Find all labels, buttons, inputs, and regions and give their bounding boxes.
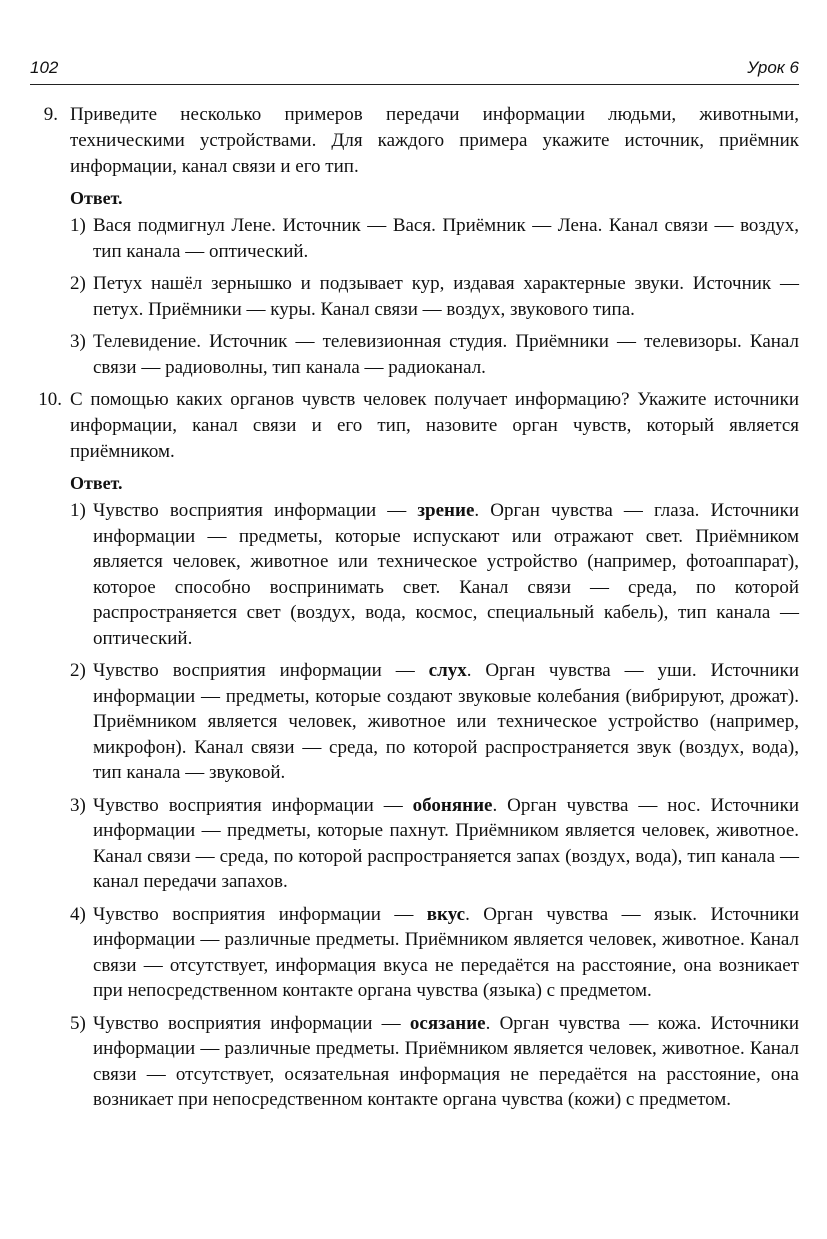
answer-item xyxy=(70,1011,799,1113)
item-keyword: слух xyxy=(428,660,467,681)
item-number: 4) xyxy=(70,903,86,925)
question-number: 10. xyxy=(38,389,62,410)
item-prefix: Чувство восприятия информации — xyxy=(93,500,418,521)
item-text: . Орган чувства — кожа. Источники информации — различные предметы. Приёмником является человек, животное. Канал связи — отсутствует, осязательная информация не передаётся на расстояние, она возникает при непосредственном контакте органа чувства (кожи) с предметом. xyxy=(93,1012,799,1110)
item-number: 1) xyxy=(70,215,86,236)
item-keyword: вкус xyxy=(426,903,466,925)
answer-label: Ответ. xyxy=(70,473,123,493)
item-text: Телевидение. Источник — телевизионная студия. Приёмники — телевизоры. Канал связи — радиоволны, тип канала — радиоканал. xyxy=(93,331,799,378)
answer-label: Ответ. xyxy=(70,188,123,208)
item-number: 3) xyxy=(70,794,86,816)
question-text xyxy=(30,387,799,465)
answer-item xyxy=(70,902,799,1004)
item-prefix: Чувство восприятия информации — xyxy=(93,660,429,681)
question-body: Приведите несколько примеров передачи информации людьми, животными, техническими устройствами. Для каждого примера укажите источник, приёмник информации, канал связи и его тип. xyxy=(70,104,799,177)
answer-item xyxy=(70,213,799,264)
item-text: . Орган чувства — язык. Источники информации — различные предметы. Приёмником является человек, животное. Канал связи — отсутствует, информация вкуса не передаётся на расстояние, она возникает при непосредственном контакте органа чувства (языка) с предметом. xyxy=(93,903,799,1001)
item-number: 1) xyxy=(70,500,86,521)
question-10 xyxy=(30,387,799,1113)
item-prefix: Чувство восприятия информации — xyxy=(93,1012,410,1034)
page-number: 102 xyxy=(30,58,59,77)
item-number: 2) xyxy=(70,660,86,681)
item-text: Вася подмигнул Лене. Источник — Вася. Приёмник — Лена. Канал связи — воздух, тип канала — оптический. xyxy=(93,215,799,262)
item-keyword: обоняние xyxy=(412,794,493,816)
item-keyword: зрение xyxy=(417,500,475,521)
item-prefix: Чувство восприятия информации — xyxy=(93,794,413,816)
item-number: 5) xyxy=(70,1012,86,1034)
item-keyword: осязание xyxy=(409,1012,486,1034)
answer-item xyxy=(70,793,799,895)
question-text xyxy=(30,102,799,180)
question-number: 9. xyxy=(43,104,58,125)
item-text: Петух нашёл зернышко и подзывает кур, издавая характерные звуки. Источник — петух. Приёмники — куры. Канал связи — воздух, звукового типа. xyxy=(93,273,799,320)
answer-item xyxy=(70,498,799,651)
item-prefix: Чувство восприятия информации — xyxy=(93,903,427,925)
item-text: . Орган чувства — глаза. Источники информации — предметы, которые испускают или отражают свет. Приёмником является человек, животное или техническое устройство (например, фотоаппарат), которое способно воспринимать свет. Канал связи — среда, по которой распространяется свет (воздух, вода, космос, специальный кабель), тип канала — оптический. xyxy=(93,500,800,649)
item-number: 3) xyxy=(70,331,86,352)
answer-item xyxy=(70,329,799,380)
chapter-title: Урок 6 xyxy=(747,58,799,77)
question-9 xyxy=(30,102,799,380)
answer-item xyxy=(70,271,799,322)
question-body: С помощью каких органов чувств человек получает информацию? Укажите источники информации, канал связи и его тип, назовите орган чувств, который является приёмником. xyxy=(70,389,799,462)
item-text: . Орган чувства — уши. Источники информации — предметы, которые создают звуковые колебания (вибрируют, дрожат). Приёмником является человек, животное или техническое устройство (например, микрофон). Канал связи — среда, по которой распространяется звук (воздух, вода), тип канала — звуковой. xyxy=(93,660,799,783)
page-content xyxy=(30,102,799,1120)
page-header xyxy=(30,54,799,85)
item-number: 2) xyxy=(70,273,86,294)
answer-item xyxy=(70,658,799,786)
item-text: . Орган чувства — нос. Источники информации — предметы, которые пахнут. Приёмником является человек, животное. Канал связи — среда, по которой распространяется запах (воздух, вода), тип канала — канал передачи запахов. xyxy=(93,794,799,892)
